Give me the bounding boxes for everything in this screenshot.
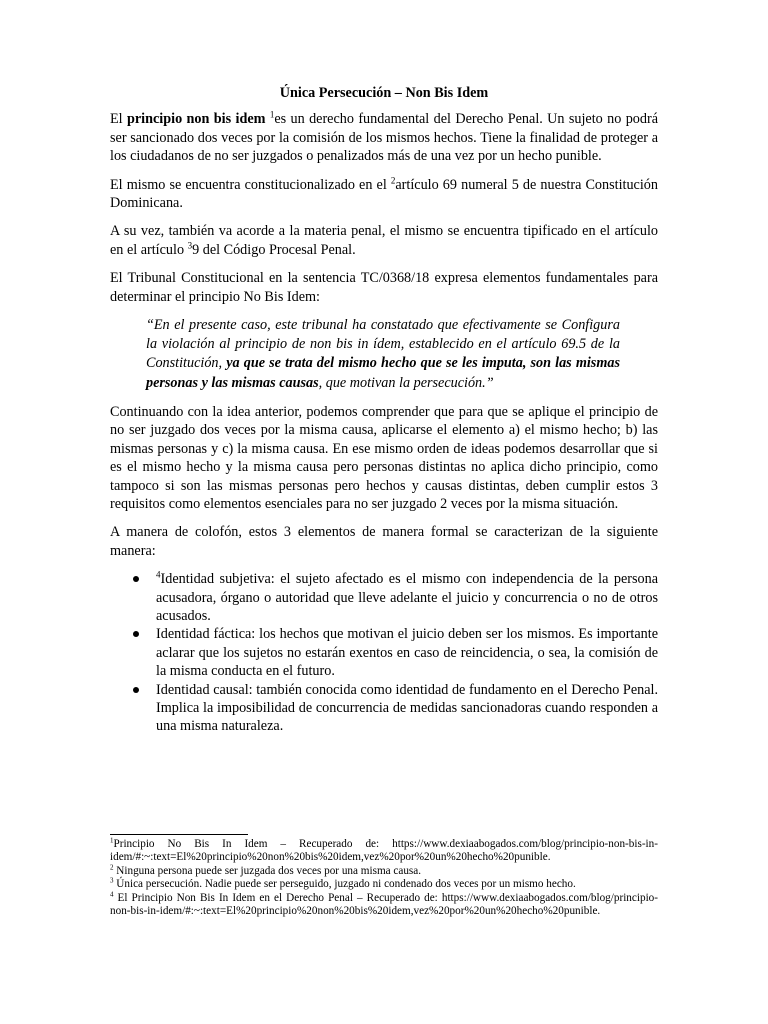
- footnote-1: [110, 838, 658, 865]
- block-quote: [146, 316, 620, 393]
- bullet-text: Identidad subjetiva: el sujeto afectado es el mismo con independencia de la persona acusadora, órgano o autoridad que lleve adelante el juicio y concurrencia o no de otros acusados.: [156, 571, 658, 624]
- footnote-text: El Principio Non Bis In Idem en el Derecho Penal – Recuperado de: https://www.dexiaabogados.com/blog/principio-non-bis-in-idem/#:~:text=El%20principio%20non%20bis%20idem,vez%20por%20un%20hecho%20punible.: [110, 891, 658, 918]
- footnote-4: [110, 889, 658, 919]
- quote-bold: ya que se trata del mismo hecho que se les imputa, son las mismas personas y las mismas causas: [146, 355, 620, 391]
- footnote-number: 3: [110, 876, 114, 885]
- paragraph-5: Continuando con la idea anterior, podemos comprender que para que se aplique el principio de no ser juzgado dos veces por la misma causa, aplicarse el elemento a) el mismo hecho; b) las mismas personas y c) la misma causa. En ese mismo orden de ideas podemos desarrollar que si es el mismo hecho y la misma causa pero personas distintas no aplica dicho principio, como tampoco si son las mismas personas pero hechos y causas distintas, deben cumplir estos 3 requisitos como elementos esenciales para no ser juzgado 2 veces por la misma situación.: [110, 403, 658, 512]
- quote-italic: “En el presente caso, este tribunal ha constatado que efectivamente se Configura la violación al principio de non bis in ídem, establecido en el artículo 69.5 de la Constitución,: [146, 317, 620, 372]
- quote-end: , que motivan la persecución.”: [318, 374, 494, 391]
- paragraph-2: [110, 176, 658, 213]
- footnote-2: [110, 865, 658, 878]
- footnote-text: Ninguna persona puede ser juzgada dos veces por una misma causa.: [113, 864, 422, 877]
- p1-post: es un derecho fundamental del Derecho Penal. Un sujeto no podrá ser sancionado dos veces por la comisión de los mismos hechos. Tiene la finalidad de proteger a los ciudadanos de no ser juzgados o penalizados más de una vez por un hecho punible.: [110, 111, 658, 165]
- p3-post: 9 del Código Procesal Penal.: [192, 241, 356, 258]
- bullet-icon: [133, 576, 139, 582]
- document-title: Única Persecución – Non Bis Idem: [279, 85, 489, 101]
- footnote-ref-4[interactable]: 4: [156, 569, 161, 580]
- footnote-ref-3[interactable]: 3: [187, 240, 193, 251]
- footnote-number: 1: [110, 836, 114, 845]
- document-body: [110, 84, 658, 736]
- p2-post: artículo 69 numeral 5 de nuestra Constitución Dominicana.: [110, 176, 658, 212]
- paragraph-3: [110, 222, 658, 259]
- footnote-ref-2[interactable]: 2: [390, 174, 396, 185]
- paragraph-4: El Tribunal Constitucional en la sentencia TC/0368/18 expresa elementos fundamentales para determinar el principio No Bis Idem:: [110, 270, 658, 305]
- p1-bold-term: principio non bis idem: [126, 111, 266, 128]
- bullet-list: [110, 570, 658, 736]
- footnote-number: 4: [110, 889, 114, 898]
- footnotes-section: [110, 834, 658, 918]
- bullet-icon: [133, 631, 139, 637]
- footnote-text: Principio No Bis In Idem – Recuperado de: https://www.dexiaabogados.com/blog/principio-non-bis-in-idem/#:~:text=El%20principio%20non%20bis%20idem,vez%20por%20un%20hecho%20punible.: [110, 838, 658, 864]
- paragraph-1: [110, 110, 658, 165]
- footnote-3: [110, 878, 658, 891]
- footnote-ref-1[interactable]: 1: [269, 109, 275, 120]
- bullet-item: [110, 570, 658, 625]
- bullet-text: Identidad fáctica: los hechos que motivan el juicio deben ser los mismos. Es importante aclarar que los sujetos no estarán exentos en caso de reincidencia, o sea, la comisión de la misma conducta en el futuro.: [156, 626, 658, 680]
- p2-pre: El mismo se encuentra constitucionalizado en el: [110, 176, 391, 193]
- footnote-text: Única persecución. Nadie puede ser perseguido, juzgado ni condenado dos veces por un mismo hecho.: [113, 878, 576, 891]
- bullet-text: Identidad causal: también conocida como identidad de fundamento en el Derecho Penal. Implica la imposibilidad de concurrencia de medidas sancionadoras cuando responden a una misma naturaleza.: [156, 681, 658, 735]
- footnote-divider: [110, 834, 248, 835]
- p3-pre: A su vez, también va acorde a la materia penal, el mismo se encuentra tipificado en el artículo en el artículo: [110, 223, 658, 258]
- paragraph-6: A manera de colofón, estos 3 elementos de manera formal se caracterizan de la siguiente manera:: [110, 524, 658, 559]
- p1-pre: El: [110, 111, 127, 128]
- footnote-number: 2: [110, 863, 114, 872]
- bullet-icon: [133, 687, 139, 693]
- bullet-item: [110, 625, 658, 680]
- bullet-item: [110, 681, 658, 736]
